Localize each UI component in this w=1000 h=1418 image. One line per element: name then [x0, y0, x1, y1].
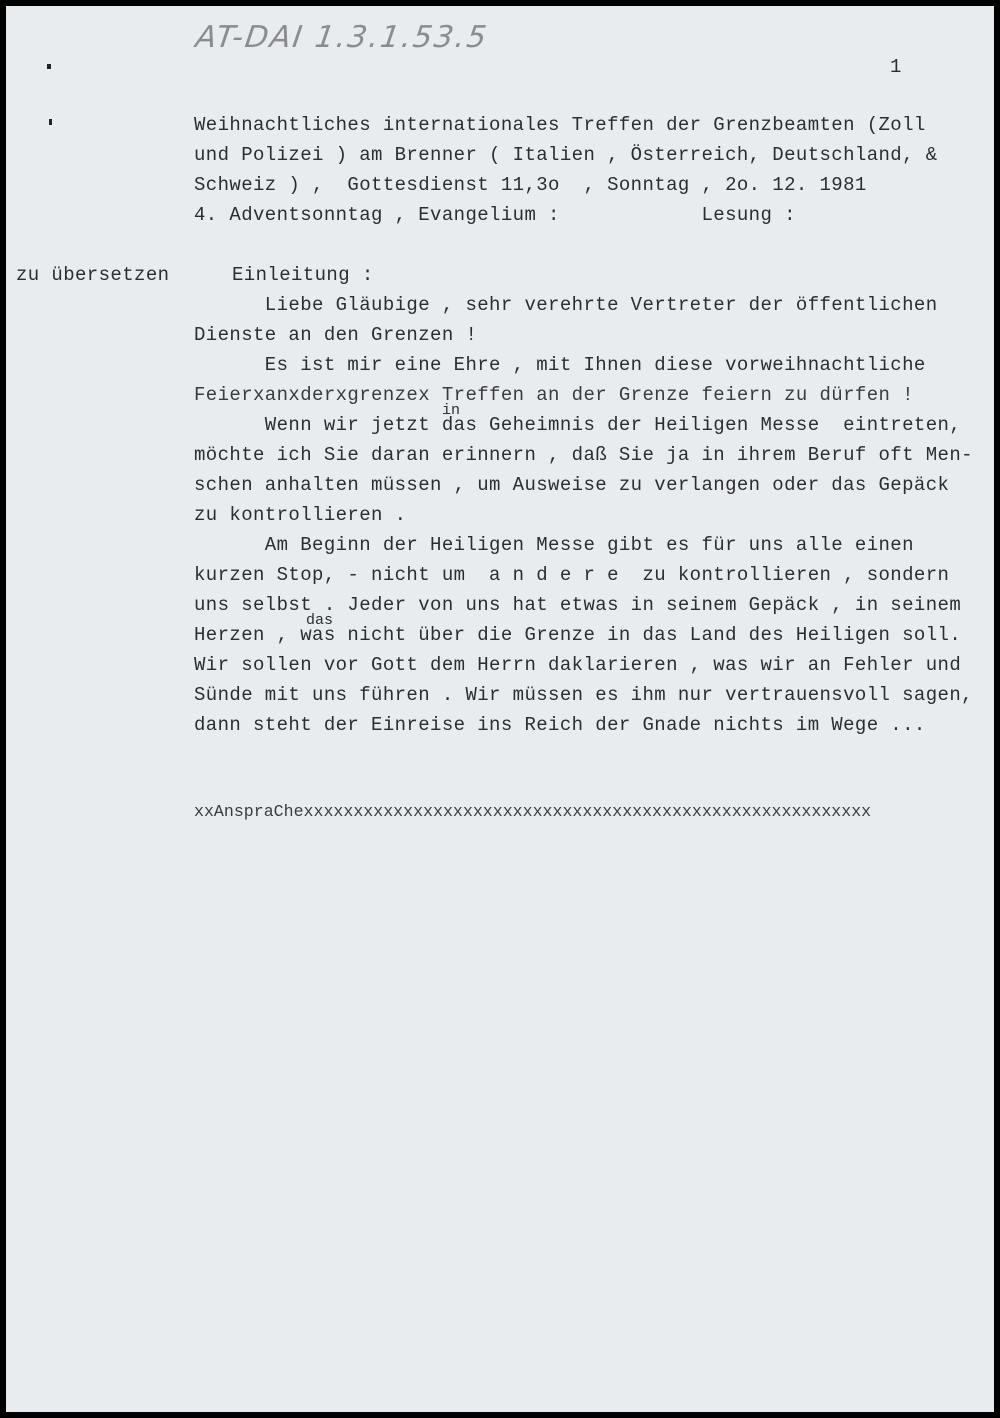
body-line: dann steht der Einreise ins Reich der Gnade nichts im Wege ... [194, 714, 926, 736]
struck-out-line: xxAnspraChexxxxxxxxxxxxxxxxxxxxxxxxxxxxxxxxxxxxxxxxxxxxxxxxxxxxxxxxx [194, 802, 872, 821]
body-line: Sünde mit uns führen . Wir müssen es ihm nur vertrauensvoll sagen, [194, 684, 973, 706]
body-line: zu kontrollieren . [194, 504, 407, 526]
body-line: Am Beginn der Heiligen Messe gibt es für uns alle einen [194, 534, 914, 556]
body-line: Herzen , was nicht über die Grenze in das Land des Heiligen soll. [194, 624, 962, 646]
body-line: Feierxanxderxgrenzex Treffen an der Grenze feiern zu dürfen ! [194, 384, 914, 406]
body-line: Dienste an den Grenzen ! [194, 324, 478, 346]
body-line: Liebe Gläubige , sehr verehrte Vertreter der öffentlichen [194, 294, 938, 316]
header-line: Weihnachtliches internationales Treffen der Grenzbeamten (Zoll [194, 114, 926, 136]
intro-heading: Einleitung : [232, 264, 374, 286]
punch-mark [49, 119, 52, 125]
page-number: 1 [890, 56, 902, 78]
header-line: 4. Adventsonntag , Evangelium : Lesung : [194, 204, 796, 226]
interlinear-insertion: in [442, 402, 461, 419]
body-line: Es ist mir eine Ehre , mit Ihnen diese vorweihnachtliche [194, 354, 926, 376]
body-line: möchte ich Sie daran erinnern , daß Sie ja in ihrem Beruf oft Men- [194, 444, 973, 466]
header-line: und Polizei ) am Brenner ( Italien , Österreich, Deutschland, & [194, 144, 938, 166]
archive-reference: AT-DAI 1.3.1.53.5 [193, 20, 491, 55]
margin-note: zu übersetzen [16, 264, 170, 286]
document-page [6, 6, 994, 1412]
body-line: Wir sollen vor Gott dem Herrn daklarieren , was wir an Fehler und [194, 654, 962, 676]
body-line: kurzen Stop, - nicht um a n d e r e zu kontrollieren , sondern [194, 564, 950, 586]
interlinear-insertion: das [306, 612, 334, 629]
body-line: Wenn wir jetzt das Geheimnis der Heiligen Messe eintreten, [194, 414, 962, 436]
punch-mark [47, 64, 51, 69]
header-line: Schweiz ) , Gottesdienst 11,3o , Sonntag , 2o. 12. 1981 [194, 174, 867, 196]
body-line: uns selbst . Jeder von uns hat etwas in seinem Gepäck , in seinem [194, 594, 962, 616]
body-line: schen anhalten müssen , um Ausweise zu verlangen oder das Gepäck [194, 474, 950, 496]
